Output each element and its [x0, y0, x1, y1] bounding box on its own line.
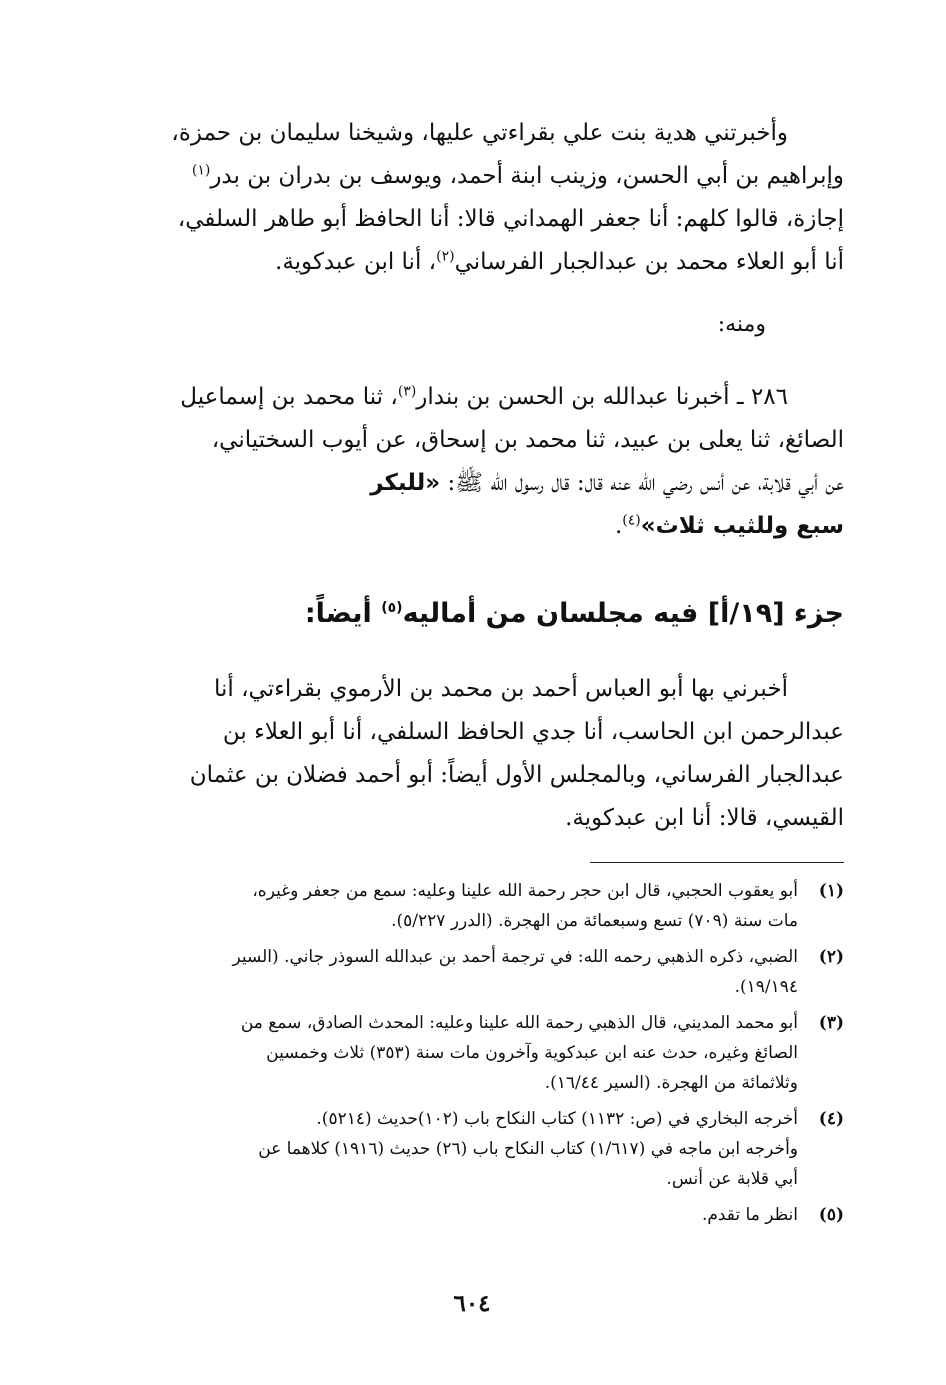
- footnote: [100, 942, 844, 1002]
- heading-text: جزء [١٩/أ] فيه مجلسان من أماليه: [402, 598, 844, 629]
- footnote-line: ١٩/١٩٤).: [734, 977, 798, 997]
- footnote-line: أبي قلابة عن أنس.: [666, 1169, 798, 1189]
- text-segment: ، أنا ابن عبدكوية.: [275, 249, 437, 275]
- footnote-number: (٤): [818, 1109, 844, 1129]
- footnote: [100, 1104, 844, 1194]
- text-line: [100, 462, 844, 505]
- text-line: [100, 376, 844, 419]
- page-number: ٦٠٤: [453, 1290, 491, 1317]
- footnote-number: (٣): [818, 1013, 844, 1033]
- text-line: [100, 155, 844, 198]
- footnote-number: (١): [818, 881, 844, 901]
- section-heading: [305, 598, 844, 629]
- text-line: أخبرني بها أبو العباس أحمد بن محمد بن الأرموي بقراءتي، أنا: [213, 676, 788, 702]
- footnote-line: أبو يعقوب الحجبي، قال ابن حجر رحمة الله علينا وعليه: سمع من جعفر وغيره،: [252, 881, 798, 901]
- text-segment: .: [614, 513, 623, 539]
- footnote: [100, 1008, 844, 1098]
- paragraph-isnad-2: [100, 668, 844, 840]
- footnote-line: الصائغ وغيره، حدث عنه ابن عبدكوية وآخرون مات سنة (٣٥٣) ثلاث وخمسين: [266, 1043, 798, 1063]
- text-line: القيسي، قالا: أنا ابن عبدكوية.: [565, 805, 844, 831]
- footnote-line: أخرجه البخاري في (ص: ١١٣٢) كتاب النكاح باب (١٠٢)حديث (٥٢١٤).: [316, 1109, 798, 1129]
- footnote: [100, 876, 844, 936]
- footnote: [100, 1200, 844, 1230]
- footnote-line: الضبي، ذكره الذهبي رحمه الله: في ترجمة أحمد بن عبدالله السوذر جاني. (السير: [232, 947, 798, 967]
- footnote-line: مات سنة (٧٠٩) تسع وسبعمائة من الهجرة. (الدرر ٥/٢٢٧).: [391, 911, 798, 931]
- footnote-ref: (١): [191, 162, 211, 179]
- footnote-separator: [590, 862, 844, 863]
- footnote-line: وثلاثمائة من الهجرة. (السير ١٦/٤٤).: [544, 1073, 798, 1093]
- text-segment: وإبراهيم بن أبي الحسن، وزينب ابنة أحمد، ويوسف بن بدران بن بدر: [210, 163, 844, 189]
- footnote-line: أبو محمد المديني، قال الذهبي رحمة الله علينا وعليه: المحدث الصادق، سمع من: [240, 1013, 798, 1033]
- heading-text: أيضاً:: [304, 598, 382, 629]
- text-segment: ، ثنا محمد بن إسماعيل: [180, 384, 398, 410]
- footnote-number: (٢): [818, 947, 844, 967]
- paragraph-hadith-286: [100, 376, 844, 548]
- footnote-line: انظر ما تقدم.: [701, 1205, 798, 1225]
- text-line: [100, 505, 844, 548]
- section-label: ومنه:: [717, 312, 766, 337]
- text-line: عبدالجبار الفرساني، وبالمجلس الأول أيضاً: أبو أحمد فضلان بن عثمان: [189, 762, 844, 788]
- text-line: وأخبرتني هدية بنت علي بقراءتي عليها، وشيخنا سليمان بن حمزة،: [171, 120, 788, 146]
- hadith-matn: سبع وللثيب ثلاث»: [640, 513, 844, 539]
- text-line: عبدالرحمن ابن الحاسب، أنا جدي الحافظ السلفي، أنا أبو العلاء بن: [222, 719, 844, 745]
- text-segment: أنا أبو العلاء محمد بن عبدالجبار الفرساني: [454, 249, 844, 275]
- footnote-ref: (٥): [381, 600, 403, 616]
- text-line: إجازة، قالوا كلهم: أنا جعفر الهمداني قالا: أنا الحافظ أبو طاهر السلفي،: [177, 206, 844, 232]
- footnote-ref: (٢): [436, 248, 455, 265]
- footnote-line: وأخرجه ابن ماجه في (١/٦١٧) كتاب النكاح باب (٢٦) حديث (١٩١٦) كلاهما عن: [258, 1139, 798, 1159]
- text-line: الصائغ، ثنا يعلى بن عبيد، ثنا محمد بن إسحاق، عن أيوب السختياني،: [211, 427, 844, 453]
- footnotes: [100, 876, 844, 1236]
- footnote-number: (٥): [818, 1205, 844, 1225]
- text-line: [100, 241, 844, 284]
- text-segment: ٢٨٦ ـ أخبرنا عبدالله بن الحسن بن بندار: [416, 384, 788, 410]
- footnote-ref: (٣): [397, 383, 417, 400]
- hadith-matn: «للبكر: [370, 470, 441, 496]
- footnote-ref: (٤): [622, 512, 641, 529]
- text-segment: عن أبي قلابة، عن أنس رضي الله عنه قال: قال رسول الله ﷺ:: [440, 470, 844, 496]
- paragraph-isnad-1: [100, 112, 844, 284]
